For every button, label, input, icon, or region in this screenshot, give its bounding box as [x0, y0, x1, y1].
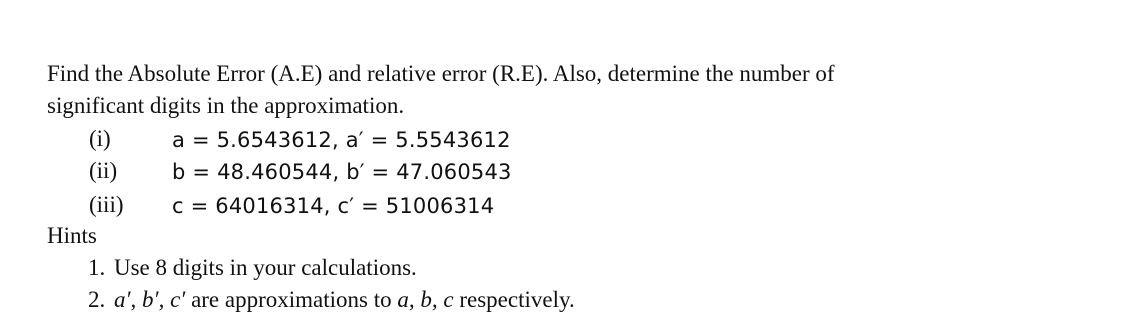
- hint-item-1: [88, 254, 417, 282]
- question-line-2: significant digits in the approximation.: [47, 93, 405, 118]
- item-expression-ii: b = 48.460544, b′ = 47.060543: [172, 160, 512, 184]
- item-label-iii: (iii): [89, 192, 124, 217]
- hints-heading: Hints: [47, 223, 97, 248]
- hint-number: 1.: [88, 255, 106, 280]
- item-expression-i: a = 5.6543612, a′ = 5.5543612: [172, 128, 511, 152]
- hint-text: are approximations to: [185, 287, 398, 312]
- hint-approximations: a′, b′, c′: [114, 287, 186, 312]
- item-label-i: (i): [89, 126, 111, 151]
- hint-text-suffix: respectively.: [453, 287, 575, 312]
- item-label-ii: (ii): [89, 158, 118, 183]
- hint-number: 2.: [88, 287, 106, 312]
- hint-item-2: [88, 286, 575, 314]
- question-line-1: Find the Absolute Error (A.E) and relative error (R.E). Also, determine the number of: [47, 61, 835, 86]
- hint-variables: a, b, c: [397, 287, 454, 312]
- hint-text: Use 8 digits in your calculations.: [114, 255, 417, 280]
- item-expression-iii: c = 64016314, c′ = 51006314: [172, 194, 495, 218]
